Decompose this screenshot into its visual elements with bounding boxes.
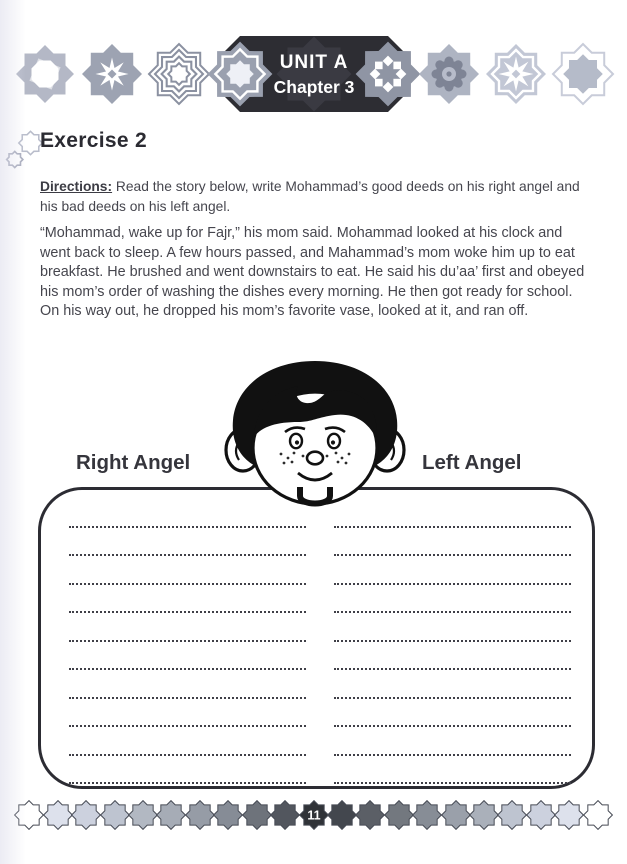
footer-star [469, 800, 499, 830]
rosette-star-icon [417, 42, 481, 106]
right-angel-lines-column [69, 499, 306, 784]
write-in-line [334, 528, 571, 557]
footer-star [14, 800, 44, 830]
neck [300, 487, 330, 504]
footer-star [583, 800, 613, 830]
write-in-line [334, 756, 571, 785]
footer-star [213, 800, 243, 830]
write-in-line [334, 642, 571, 671]
diamond-cluster-star-icon [484, 42, 548, 106]
write-in-line [69, 528, 306, 557]
chapter-label: Chapter 3 [273, 77, 354, 97]
badge-left-star-icon [207, 42, 272, 107]
footer-star [43, 800, 73, 830]
directions-label: Directions: [40, 179, 113, 194]
exercise-title: Exercise 2 [40, 129, 147, 152]
footer-star [554, 800, 584, 830]
footer-star [270, 800, 300, 830]
left-angel-lines-column [334, 499, 571, 784]
footer-star [128, 800, 158, 830]
footer-star [156, 800, 186, 830]
footer-star [100, 800, 130, 830]
write-in-line [69, 585, 306, 614]
write-in-line [69, 613, 306, 642]
page-number: 11 [306, 808, 321, 823]
write-in-line [334, 727, 571, 756]
nose [307, 452, 323, 465]
footer-star [384, 800, 414, 830]
write-in-line [334, 585, 571, 614]
right-angel-label: Right Angel [76, 451, 191, 474]
write-in-line [334, 556, 571, 585]
footer-star [526, 800, 556, 830]
unit-label: UNIT A [279, 52, 348, 73]
left-angel-label: Left Angel [422, 451, 522, 474]
interlock-star-icon [13, 42, 77, 106]
footer-star [71, 800, 101, 830]
deeds-box [38, 487, 595, 789]
write-in-line [69, 642, 306, 671]
directions-text: Read the story below, write Mohammad’s good deeds on his right angel and his bad deeds on his left angel. [40, 179, 580, 214]
write-in-line [334, 699, 571, 728]
footer-star [242, 800, 272, 830]
write-in-line [334, 670, 571, 699]
write-in-line [69, 556, 306, 585]
octagram-star-icon [80, 42, 144, 106]
page-number-star [299, 800, 329, 830]
story-paragraph: “Mohammad, wake up for Fajr,” his mom said. Mohammad looked at his clock and went back to sleep. A few hours passed, and Mahammad’s mom woke him up to eat breakfast. He brushed and went downstairs to eat. He said his du’aa’ first and obeyed his mom’s order of washing the dishes every morning. He then got ready for school. On his way out, he dropped his mom’s favorite vase, looked at it, and ran off. [40, 225, 585, 320]
write-in-line [69, 670, 306, 699]
footer-star [497, 800, 527, 830]
write-in-line [69, 756, 306, 785]
footer-star [355, 800, 385, 830]
footer-star [441, 800, 471, 830]
write-in-line [69, 699, 306, 728]
footer-star [185, 800, 215, 830]
soft-star-icon [551, 42, 615, 106]
unit-chapter-badge [214, 30, 414, 118]
footer-star-band [0, 800, 627, 830]
layered-star-icon [147, 42, 211, 106]
footer-star [412, 800, 442, 830]
write-in-line [69, 727, 306, 756]
write-in-line [334, 613, 571, 642]
footer-star [327, 800, 357, 830]
badge-right-star-icon [355, 42, 420, 107]
header-ornament-band [0, 30, 627, 118]
boy-face-illustration [215, 356, 415, 511]
directions-paragraph [40, 177, 596, 217]
